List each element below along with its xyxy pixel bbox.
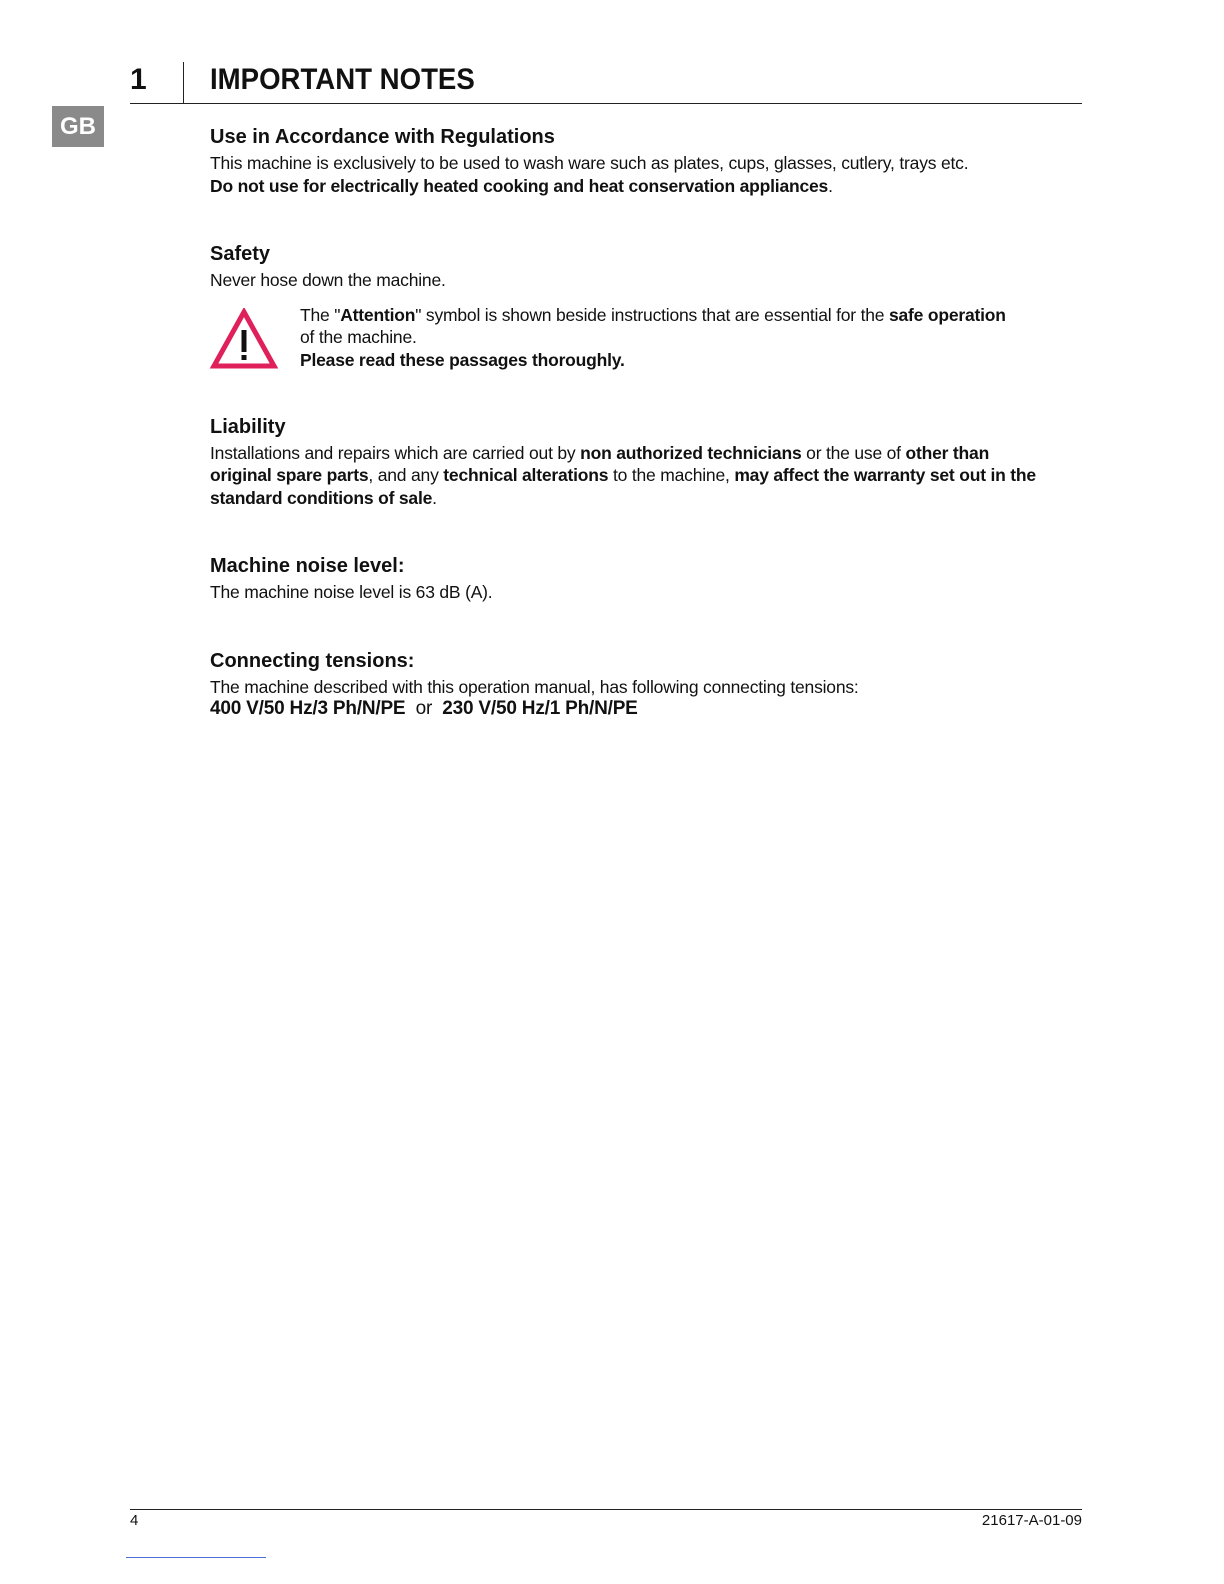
section-regulations — [210, 122, 1050, 197]
chapter-divider — [183, 62, 184, 104]
section-title: Machine noise level: — [210, 555, 405, 577]
regulations-period: . — [828, 175, 833, 196]
regulations-line1: This machine is exclusively to be used to wash ware such as plates, cups, glasses, cutlery, trays etc. — [210, 153, 969, 173]
attention-emphasis: safe operation — [888, 304, 1006, 325]
liability-emphasis: non authorized technicians — [580, 442, 802, 463]
section-liability — [210, 412, 1050, 510]
attention-instruction: Please read these passages thoroughly. — [300, 349, 625, 370]
liability-part: to the machine, — [608, 465, 735, 485]
liability-text — [210, 442, 1040, 510]
regulations-warning: Do not use for electrically heated cooking and heat conservation appliances — [210, 175, 829, 196]
noise-text: The machine noise level is 63 dB (A). — [210, 582, 493, 602]
liability-emphasis: may affect the warranty set out in the standard conditions of sale — [210, 465, 1036, 508]
footer-rule — [130, 1509, 1082, 1510]
tensions-options — [210, 698, 1050, 721]
tension-option-three-phase: 400 V/50 Hz/3 Ph/N/PE — [210, 698, 406, 719]
tension-option-single-phase: 230 V/50 Hz/1 Ph/N/PE — [442, 698, 638, 719]
main-content — [210, 122, 1050, 721]
liability-part: . — [432, 487, 437, 508]
section-title: Connecting tensions: — [210, 649, 415, 672]
attention-text-part: The " — [300, 304, 341, 325]
document-code: 21617-A-01-09 — [981, 1512, 1082, 1529]
bottom-link-underline — [126, 1557, 266, 1558]
chapter-number: 1 — [130, 63, 147, 96]
safety-text: Never hose down the machine. — [210, 270, 446, 290]
section-title: Liability — [210, 415, 286, 438]
section-safety — [210, 239, 1050, 374]
tensions-text: The machine described with this operation manual, has following connecting tensions: — [210, 676, 859, 697]
section-text — [210, 152, 1050, 197]
section-title: Safety — [210, 243, 271, 265]
header-rule — [130, 103, 1082, 104]
liability-emphasis: technical alterations — [443, 465, 609, 485]
liability-emphasis: other than original spare parts — [210, 442, 990, 485]
section-tensions — [210, 646, 1050, 721]
liability-part: Installations and repairs which are carried out by — [210, 442, 581, 463]
attention-text-part: of the machine. — [300, 327, 417, 347]
section-title: Use in Accordance with Regulations — [210, 126, 555, 148]
page-number: 4 — [130, 1512, 139, 1529]
language-tab: GB — [52, 106, 104, 147]
liability-part: , and any — [368, 465, 444, 485]
attention-note — [210, 304, 1050, 374]
attention-text — [300, 304, 1050, 372]
chapter-title: IMPORTANT NOTES — [210, 63, 475, 96]
attention-text-part: " symbol is shown beside instructions that are essential for the — [415, 304, 889, 325]
section-noise — [210, 551, 1050, 604]
liability-part: or the use of — [801, 442, 906, 463]
attention-keyword: Attention — [340, 304, 416, 325]
warning-triangle-icon — [210, 308, 278, 370]
tension-or: or — [415, 698, 433, 719]
